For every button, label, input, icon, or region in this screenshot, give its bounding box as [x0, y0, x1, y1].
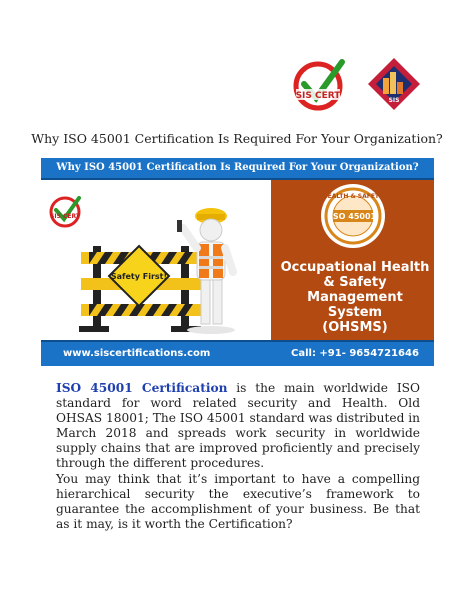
- ohsms-heading: [279, 260, 431, 335]
- intro-paragraph: [56, 381, 420, 471]
- ohsms-line: (OHSMS): [322, 320, 388, 335]
- sis-cert-logo-text: SIS CERT: [295, 91, 341, 101]
- banner-website-text: www.siscertifications.com: [63, 348, 211, 359]
- iso-45001-certification-link[interactable]: ISO 45001 Certification: [56, 381, 228, 395]
- sis-cert-logo: [296, 62, 342, 108]
- document-title: Why ISO 45001 Certification Is Required For Your Organization?: [31, 131, 443, 146]
- sis-certifications-logo-text: SIS: [388, 97, 400, 104]
- header-logos: [290, 56, 425, 116]
- ohsms-line: & Safety: [323, 275, 387, 290]
- iso-45001-badge: [321, 184, 385, 248]
- safety-first-sign-text: Safety First!: [110, 272, 168, 281]
- ohsms-line: Management System: [307, 290, 403, 320]
- badge-ring-text: HEALTH & SAFETY: [322, 193, 384, 200]
- second-paragraph: You may think that it’s important to have a compelling hierarchical security the executive’s framework to guarantee the accomplishment of your business. Be that as it may, is it worth the Certification?: [56, 472, 420, 531]
- intro-paragraph-text: is the main worldwide ISO standard for word related security and Health. Old OHSAS 18001; The ISO 45001 standard was distributed in March 2018 and spreads work security in worldwide supply chains that are improved proficiently and precisely through the different procedures.: [56, 381, 420, 470]
- badge-iso-text: ISO 45001: [329, 212, 377, 221]
- banner-bottom-bar: [41, 340, 434, 366]
- banner-heading: Why ISO 45001 Certification Is Required For Your Organization?: [56, 162, 419, 173]
- banner-phone-text: Call: +91- 9654721646: [291, 348, 419, 359]
- sis-certifications-logo: [368, 58, 420, 110]
- ohsms-line: Occupational Health: [280, 260, 430, 275]
- banner-sis-logo-text: SIS CERT: [50, 213, 80, 220]
- banner-image: [41, 158, 434, 366]
- banner-sis-logo: [50, 198, 81, 226]
